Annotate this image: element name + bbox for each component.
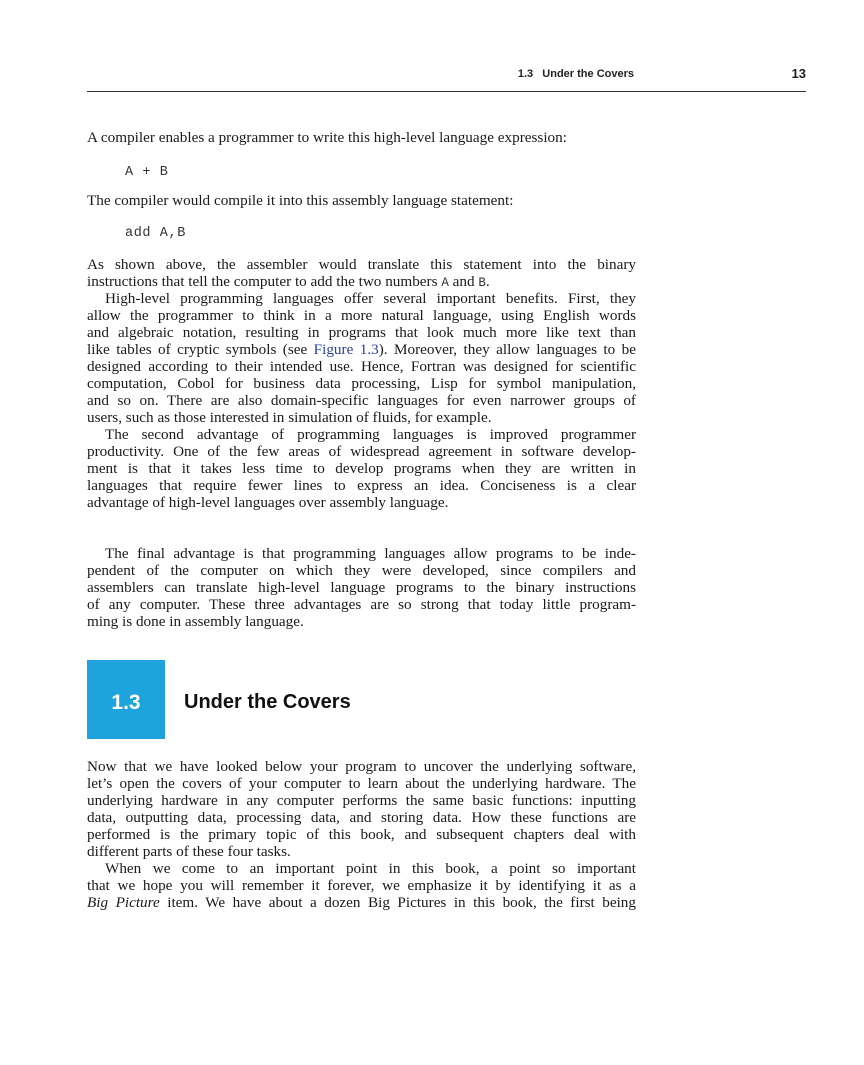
text-fragment: like tables of cryptic symbols (see xyxy=(87,341,314,358)
text-line: users, such as those interested in simulation of fluids, for example. xyxy=(87,409,492,426)
text-fragment: instructions that tell the computer to add the two numbers xyxy=(87,273,438,290)
code-assembly-statement: add A,B xyxy=(125,226,186,241)
text-fragment: item. We have about a dozen Big Pictures in this book, the first being xyxy=(159,894,636,911)
figure-link[interactable]: Figure 1.3 xyxy=(313,341,379,358)
text-line: pendent of the computer on which they were developed, since compilers and xyxy=(87,562,636,579)
text-line: and algebraic notation, resulting in programs that look much more like text than xyxy=(87,324,636,341)
header-rule xyxy=(87,91,806,92)
text-fragment: ). Moreover, they allow languages to be xyxy=(378,341,637,358)
text-line xyxy=(87,894,636,911)
text-fragment: . xyxy=(485,273,490,290)
text-line: and so on. There are also domain-specific languages for even narrower groups of xyxy=(87,392,636,409)
text-line: of any computer. These three advantages are so strong that today little program- xyxy=(87,596,636,613)
text-line xyxy=(87,341,636,358)
text-line: that we hope you will remember it forever, we emphasize it by identifying it as a xyxy=(87,877,636,894)
text-line: Now that we have looked below your program to uncover the underlying software, xyxy=(87,758,636,775)
code-expression: A + B xyxy=(125,165,169,180)
running-head-title: 1.3 Under the Covers xyxy=(517,68,634,80)
section-number-box xyxy=(87,660,165,739)
intro-paragraph-2 xyxy=(87,192,636,209)
section-number: 1.3 xyxy=(111,691,141,714)
big-picture-term: Big Picture xyxy=(87,894,160,911)
paragraph-assembler xyxy=(87,256,636,292)
inline-code-b: B xyxy=(478,276,486,290)
text-line: allow the programmer to think in a more natural language, using English words xyxy=(87,307,636,324)
text-line: productivity. One of the few areas of widespread agreement in software develop- xyxy=(87,443,636,460)
text-line: data, outputting data, processing data, and storing data. How these functions are xyxy=(87,809,636,826)
text-line: High-level programming languages offer several important benefits. First, they xyxy=(105,290,636,307)
section-title: Under the Covers xyxy=(184,691,351,713)
text-line: The compiler would compile it into this assembly language statement: xyxy=(87,192,514,209)
paragraph-benefits xyxy=(87,290,636,426)
text-line: assemblers can translate high-level language programs to the binary instructions xyxy=(87,579,636,596)
text-line: designed according to their intended use. Hence, Fortran was designed for scientific xyxy=(87,358,636,375)
inline-code-a: A xyxy=(441,276,449,290)
text-line: ment is that it takes less time to develop programs when they are written in xyxy=(87,460,636,477)
text-fragment: and xyxy=(452,273,475,290)
text-line: computation, Cobol for business data processing, Lisp for symbol manipulation, xyxy=(87,375,636,392)
intro-paragraph-1 xyxy=(87,129,636,146)
text-line: As shown above, the assembler would translate this statement into the binary xyxy=(87,256,636,273)
text-line: The second advantage of programming languages is improved programmer xyxy=(105,426,636,443)
text-line: ming is done in assembly language. xyxy=(87,613,304,630)
running-head xyxy=(87,66,806,92)
text-line: underlying hardware in any computer performs the same basic functions: inputting xyxy=(87,792,636,809)
text-line: performed is the primary topic of this book, and subsequent chapters deal with xyxy=(87,826,636,843)
paragraph-productivity xyxy=(87,426,636,511)
paragraph-under-covers xyxy=(87,758,636,860)
paragraph-big-picture xyxy=(87,860,636,911)
text-line: When we come to an important point in this book, a point so important xyxy=(105,860,636,877)
text-line: The final advantage is that programming languages allow programs to be inde- xyxy=(105,545,636,562)
page-number: 13 xyxy=(791,66,806,81)
text-line: different parts of these four tasks. xyxy=(87,843,291,860)
text-line: A compiler enables a programmer to write this high-level language expression: xyxy=(87,129,567,146)
text-line: let’s open the covers of your computer to learn about the underlying hardware. The xyxy=(87,775,636,792)
text-line: languages that require fewer lines to express an idea. Conciseness is a clear xyxy=(87,477,636,494)
text-line: advantage of high-level languages over assembly language. xyxy=(87,494,449,511)
paragraph-final-advantage xyxy=(87,545,636,630)
